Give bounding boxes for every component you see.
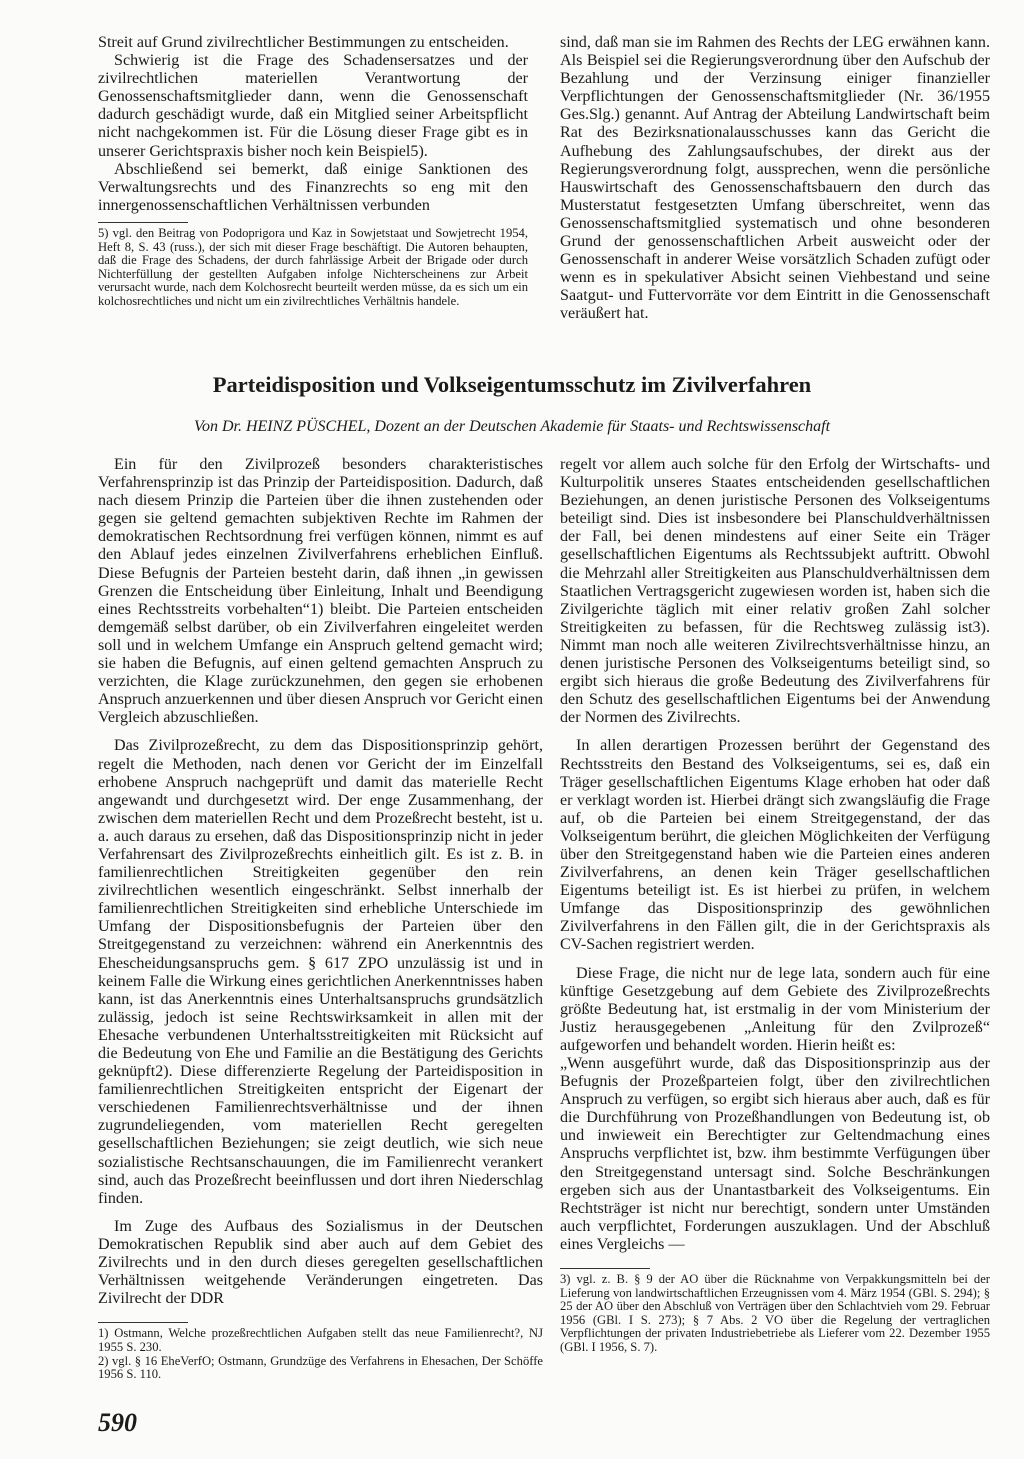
paragraph: Schwierig ist die Frage des Schadensersatzes und der zivilrechtlichen materiellen Verantwortung der Genossenschaftsmitglieder dann, wenn die Genossenschaft dadurch geschädigt wurde, daß ein Mitglied seiner Arbeitspflicht nicht nachgekommen ist. Für die Lösung dieser Frage gibt es in unserer Gerichtspraxis bisher noch kein Beispiel5). xyxy=(98,52,528,160)
paragraph: Abschließend sei bemerkt, daß einige Sanktionen des Verwaltungsrechts und des Finanzrechts so eng mit den innergenossenschaftlichen Verhältnissen verbunden xyxy=(98,160,528,214)
article-left-column xyxy=(98,456,543,1382)
footnote-3: 3) vgl. z. B. § 9 der AO über die Rücknahme von Verpakkungsmitteln bei der Lieferung von landwirtschaftlichen Erzeugnissen vom 4. März 1954 (GBl. S. 294); § 25 der AO über den Abschluß von Verträgen über den Schlachtvieh vom 29. Februar 1956 (GBl. I S. 273); § 7 Abs. 2 VO über die Regelung der vertraglichen Verpflichtungen der privaten Industriebetriebe als Lieferer vom 22. Dezember 1955 (GBl. I 1956, S. 7). xyxy=(560,1272,990,1354)
article-title: Parteidisposition und Volkseigentumsschutz im Zivilverfahren xyxy=(212,372,812,397)
paragraph: Im Zuge des Aufbaus des Sozialismus in der Deutschen Demokratischen Republik sind aber auch auf dem Gebiet des Zivilrechts und in den durch dieses geregelten gesellschaftlichen Verhältnissen weitgehende Veränderungen eingetreten. Das Zivilrecht der DDR xyxy=(98,1217,543,1308)
paragraph: In allen derartigen Prozessen berührt der Gegenstand des Rechtsstreits den Bestand des Volkseigentums, sei es, daß ein Träger gesellschaftlichen Eigentums Klage erhoben hat oder daß er verklagt worden ist. Hierbei drängt sich zwangsläufig die Frage auf, ob die Parteien bei einem Streitgegenstand, der das Volkseigentum berührt, die gleichen Möglichkeiten der Verfügung über den Streitgegenstand haben wie die Parteien eines anderen Zivilverfahrens, an denen kein Träger gesellschaftlichen Eigentums beteiligt ist. Es ist hierbei zu prüfen, in welchem Umfange das Dispositionsprinzip des gewöhnlichen Zivilverfahrens in den Fällen gilt, die in der Gerichtspraxis als CV-Sachen registriert werden. xyxy=(560,737,990,954)
footnote-1: 1) Ostmann, Welche prozeßrechtlichen Aufgaben stellt das neue Familienrecht?, NJ 1955 S. 230. xyxy=(98,1326,543,1354)
page-number: 590 xyxy=(98,1408,137,1437)
paragraph: Ein für den Zivilprozeß besonders charakteristisches Verfahrensprinzip ist das Prinzip der Parteidisposition. Dadurch, daß nach diesem Prinzip die Parteien über die ihnen zustehenden oder gegen sie geltend gemachten subjektiven Rechte im Rahmen der demokratischen Rechtsordnung frei verfügen können, nimmt es auf den Ablauf jedes einzelnen Zivilverfahrens erheblichen Einfluß. Diese Befugnis der Parteien besteht darin, daß ihnen „in gewissen Grenzen die Entscheidung über Einleitung, Inhalt und Beendigung eines Rechtsstreits vorbehalten“1) bleibt. Die Parteien entscheiden demgemäß selbst darüber, ob ein Zivilverfahren eingeleitet werden soll und in welchem Umfange ein Anspruch geltend gemacht wird; sie haben die Befugnis, auf einen geltend gemachten Anspruch zu verzichten, die Klage zurückzunehmen, den gegen sie erhobenen Anspruch anzuerkennen und über diesen Anspruch vor Gericht einen Vergleich abzuschließen. xyxy=(98,456,543,727)
footnote-rule xyxy=(98,1322,188,1323)
paragraph: regelt vor allem auch solche für den Erfolg der Wirtschafts- und Kulturpolitik unseres Staates entscheidenden gesellschaftlichen Beziehungen, an denen juristische Personen des Volkseigentums beteiligt sind. Dies ist insbesondere bei Planschuldverhältnissen der Fall, bei denen mindestens auf einer Seite ein Träger gesellschaftlichen Eigentums als Rechtssubjekt auftritt. Obwohl die Mehrzahl aller Streitigkeiten aus Planschuldverhältnissen dem Staatlichen Vertragsgericht zugewiesen worden ist, haben sich die Zivilgerichte täglich mit einer relativ großen Zahl solcher Streitigkeiten zu befassen, für die Rechtsweg zulässig ist3). Nimmt man noch alle weiteren Zivilrechtsverhältnisse hinzu, an denen juristische Personen des Volkseigentums beteiligt sind, so ergibt sich hieraus die große Bedeutung des Zivilverfahrens für den Schutz des gesellschaftlichen Eigentums bei der Anwendung der Normen des Zivilrechts. xyxy=(560,456,990,727)
footnote-2: 2) vgl. § 16 EheVerfO; Ostmann, Grundzüge des Verfahrens in Ehesachen, Der Schöffe 1956 S. 110. xyxy=(98,1353,543,1382)
paragraph: Streit auf Grund zivilrechtlicher Bestimmungen zu entscheiden. xyxy=(98,34,509,51)
footnote-rule xyxy=(560,1268,650,1269)
footnote-5: 5) vgl. den Beitrag von Podoprigora und Kaz in Sowjetstaat und Sowjetrecht 1954, Heft 8, S. 43 (russ.), der sich mit dieser Frage beschäftigt. Die Autoren behaupten, daß die Frage des Schadens, der durch fahrlässige Arbeit der Brigade oder durch Nichterfüllung der gestellten Aufgaben infolge Nichterscheinens zur Arbeit verursacht wurde, nach dem Kolchosrecht beurteilt werden müsse, da es sich um ein kolchosrechtliches und nicht um ein zivilrechtliches Verhältnis handele. xyxy=(98,225,528,308)
top-right-column xyxy=(560,34,990,324)
block-quote: „Wenn ausgeführt wurde, daß das Dispositionsprinzip aus der Befugnis der Prozeßparteien folgt, über den zivilrechtlichen Anspruch zu verfügen, so ergibt sich hieraus aber auch, daß es für die Durchführung von Prozeßhandlungen von Bedeutung ist, ob und inwieweit ein Berechtigter zur Geltendmachung eines Anspruchs verpflichtet ist, bzw. ihm bestimmte Verfügungen über den Streitgegenstand untersagt sind. Solche Beschränkungen ergeben sich aus der Unantastbarkeit des Volkseigentums. Ein Rechtsträger ist nicht nur berechtigt, sondern unter Umständen auch verpflichtet, Forderungen auszuklagen. Und der Abschluß eines Vergleichs — xyxy=(560,1055,990,1253)
paragraph: sind, daß man sie im Rahmen des Rechts der LEG erwähnen kann. Als Beispiel sei die Regierungsverordnung über den Aufschub der Bezahlung und der Verzinsung einiger finanzieller Verpflichtungen der Genossenschaftsmitglieder (Nr. 36/1955 Ges.Slg.) genannt. Auf Antrag der Abteilung Landwirtschaft beim Rat des Bezirksnationalausschusses kann das Gericht die Aufhebung des Zahlungsaufschubes, der direkt aus der Regierungsverordnung folgt, aussprechen, wenn die persönliche Hauswirtschaft des Genossenschaftsbauern den durch das Musterstatut festgesetzten Umfang überschreitet, wenn das Genossenschaftsmitglied systematisch und ohne besonderen Grund der genossenschaftlichen Arbeit ausweicht oder der Genossenschaft in anderer Weise vorsätzlich Schaden zufügt oder wenn es in spekulativer Absicht seinen Viehbestand und seine Saatgut- und Futtervorräte vor dem Eintritt in die Genossenschaft veräußert hat. xyxy=(560,34,990,323)
paragraph: Diese Frage, die nicht nur de lege lata, sondern auch für eine künftige Gesetzgebung auf dem Gebiete des Zivilprozeßrechts größte Bedeutung hat, ist erstmalig in der vom Ministerium der Justiz herausgegebenen „Anleitung für den Zvilprozeß“ aufgeworfen und behandelt worden. Hierin heißt es: xyxy=(560,964,990,1054)
article-right-column xyxy=(560,456,990,1355)
footnote-rule xyxy=(98,222,188,223)
article-byline: Von Dr. HEINZ PÜSCHEL, Dozent an der Deutschen Akademie für Staats- und Rechtswissenschaft xyxy=(193,418,831,435)
top-left-column xyxy=(98,34,528,309)
paragraph: Das Zivilprozeßrecht, zu dem das Dispositionsprinzip gehört, regelt die Methoden, nach denen vor Gericht der im Einzelfall erhobene Anspruch nachgeprüft und damit das materielle Recht angewandt und durchgesetzt wird. Der enge Zusammenhang, der zwischen dem materiellen Recht und dem Prozeßrecht besteht, ist u. a. auch daraus zu ersehen, daß das Dispositionsprinzip nicht in jeder Verfahrensart des Zivilprozeßrechts einheitlich gilt. Es ist z. B. in familienrechtlichen Streitigkeiten gegenüber den rein zivilrechtlichen wesentlich eingeschränkt. Selbst innerhalb der familienrechtlichen Streitigkeiten sind erhebliche Unterschiede im Umfang der Dispositionsbefugnis der Parteien über den Streitgegenstand zu verzeichnen: während ein Anerkenntnis des Ehescheidungsanspruchs gem. § 617 ZPO unzulässig ist und in keinem Falle die Wirkung eines gerichtlichen Anerkenntnisses haben kann, ist das Anerkenntnis eines Unterhaltsanspruchs grundsätzlich zulässig, jedoch ist seine Rechtswirksamkeit in allen mit der Ehesache verbundenen Unterhaltsstreitigkeiten mit Rücksicht auf die Bedeutung von Ehe und Familie an die Bestätigung des Gerichts geknüpft2). Diese differenzierte Regelung der Parteidisposition in familienrechtlichen Streitigkeiten entspricht der Eigenart der verschiedenen Familienrechtsverhältnisse und der ihnen zugrundeliegenden, vom materiellen Recht geregelten gesellschaftlichen Beziehungen; sie zeigt deutlich, wie sich neue sozialistische Rechtsanschauungen, die im Familienrecht verankert sind, auch das Prozeßrecht beeinflussen und dort ihren Niederschlag finden. xyxy=(98,737,543,1207)
